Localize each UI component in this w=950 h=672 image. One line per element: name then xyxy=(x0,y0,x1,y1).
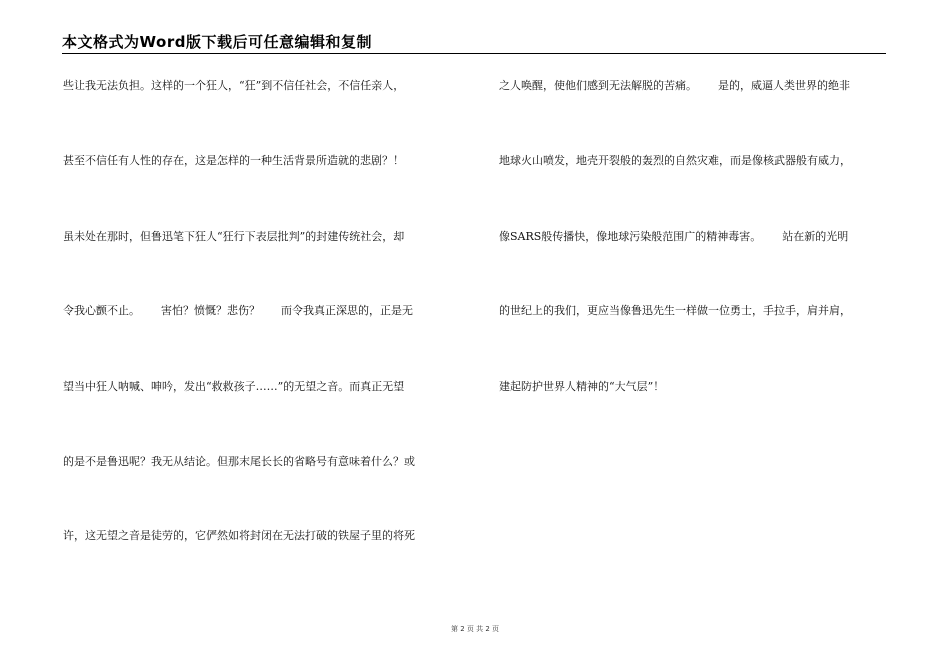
text-line: 建起防护世界人精神的“大气层”！ xyxy=(499,380,665,393)
header-divider xyxy=(62,53,886,54)
text-line: 的是不是鲁迅呢？我无从结论。但那末尾长长的省略号有意味着什么？或 xyxy=(63,455,415,468)
text-line: 的世纪上的我们，更应当像鲁迅先生一样做一位勇士，手拉手，肩并肩， xyxy=(499,304,851,317)
page-number-footer: 第 2 页 共 2 页 xyxy=(450,625,500,633)
text-line: 令我心颤不止。 害怕？愤慨？悲伤？ 而令我真正深思的，正是无 xyxy=(63,304,413,317)
text-line: 虽未处在那时，但鲁迅笔下狂人“狂行下表层批判”的封建传统社会，却 xyxy=(63,230,405,243)
text-line: 地球火山喷发，地壳开裂般的轰烈的自然灾难，而是像核武器般有威力， xyxy=(499,154,851,167)
text-line: 许，这无望之音是徒劳的，它俨然如将封闭在无法打破的铁屋子里的将死 xyxy=(63,529,415,542)
text-line: 之人唤醒，使他们感到无法解脱的苦痛。 是的，威逼人类世界的绝非 xyxy=(499,79,850,92)
text-line: 望当中狂人呐喊、呻吟，发出“救救孩子……”的无望之音。而真正无望 xyxy=(63,380,405,393)
text-line: 像SARS般传播快，像地球污染般范围广的精神毒害。 站在新的光明 xyxy=(499,230,849,243)
text-line: 甚至不信任有人性的存在，这是怎样的一种生活背景所造就的悲剧？！ xyxy=(63,154,404,167)
document-header-title: 本文格式为Word版下载后可任意编辑和复制 xyxy=(62,33,372,51)
text-line: 些让我无法负担。这样的一个狂人，“狂”到不信任社会，不信任亲人， xyxy=(63,79,405,92)
